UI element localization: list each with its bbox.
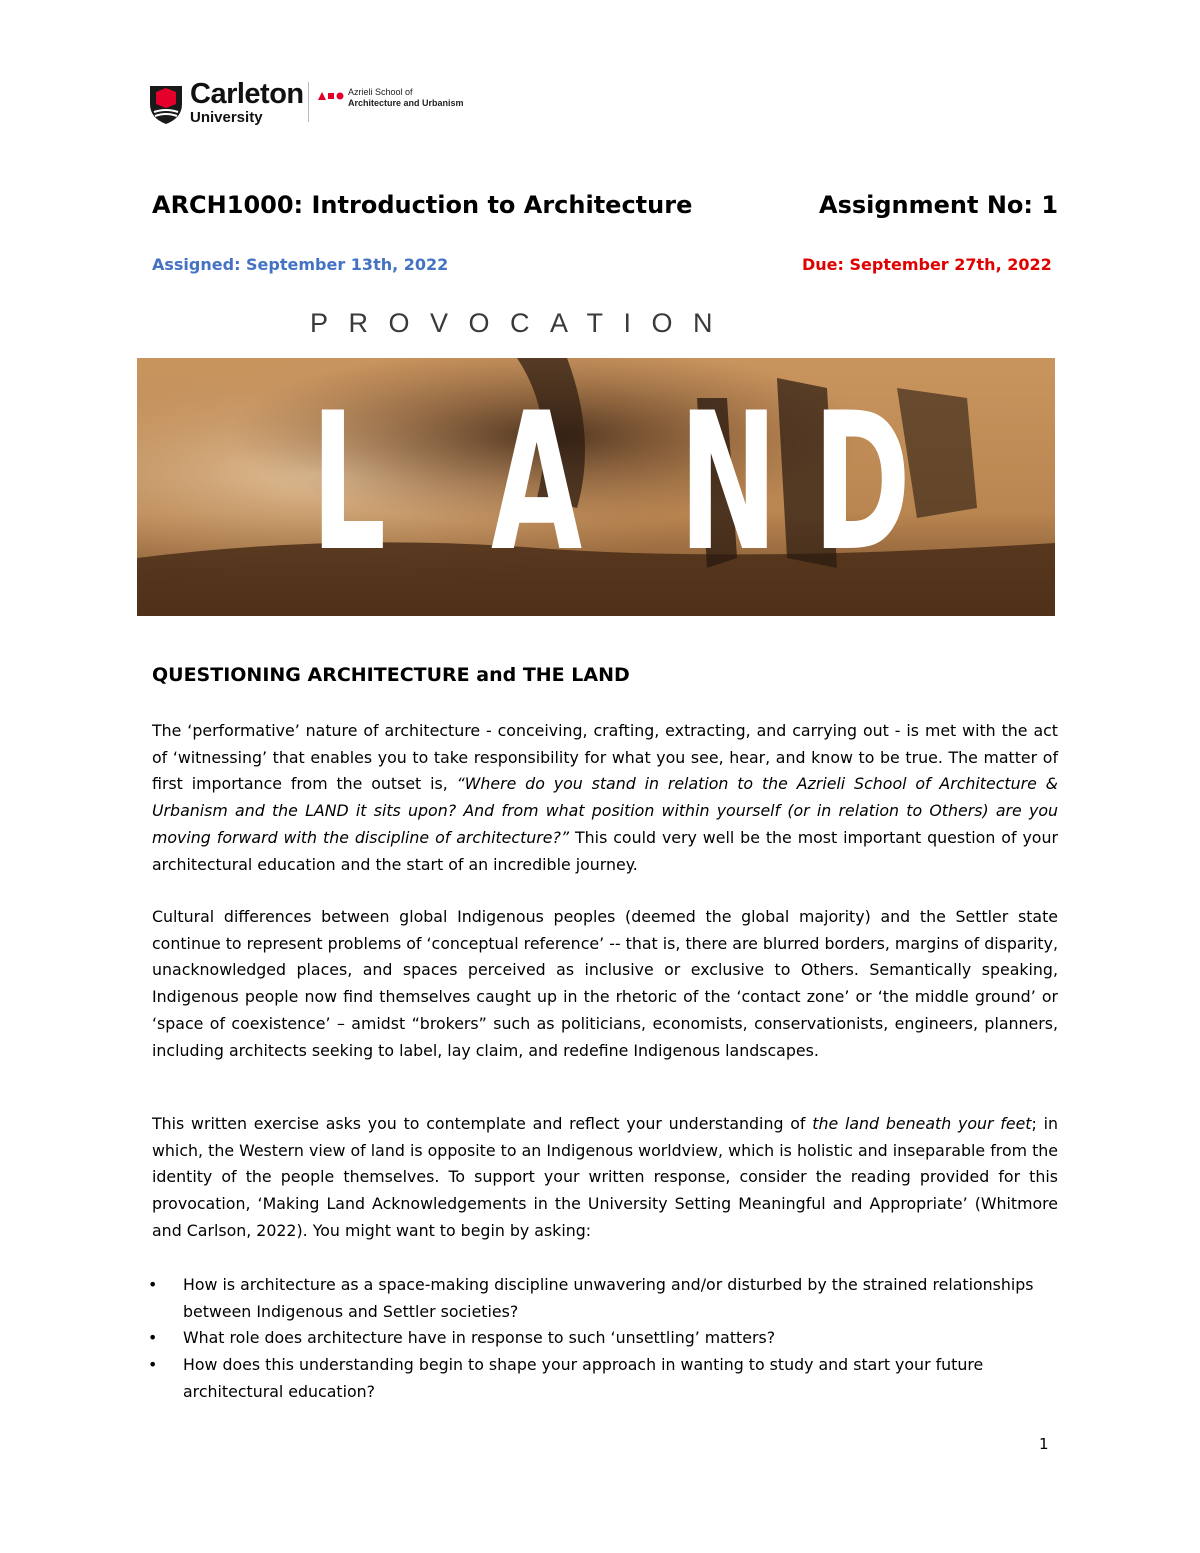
paragraph-1-text-end: This could very well be the most important question of your architectural education and the start of an incredible journey.: [152, 827, 1058, 874]
list-item: [148, 1352, 1058, 1405]
land-letter-d: D: [813, 372, 911, 593]
page-number: 1: [1039, 1435, 1049, 1453]
paragraph-1: [152, 718, 1058, 878]
logo-sub-line2: Architecture and Urbanism: [348, 98, 464, 108]
bullet-icon: •: [148, 1355, 158, 1375]
carleton-logo: [148, 78, 468, 126]
paragraph-1-quote: “Where do you stand in relation to the Azrieli School of Architecture & Urbanism and the LAND it sits upon? And from what position within yourself (or in relation to Others) are you moving forward with the discipline of architecture?”: [152, 774, 1058, 847]
land-letter-l: L: [311, 372, 387, 593]
land-banner: [137, 358, 1055, 616]
list-item-text: What role does architecture have in response to such ‘unsettling’ matters?: [183, 1328, 776, 1348]
paragraph-3-text-end: ; in which, the Western view of land is opposite to an Indigenous worldview, which is holistic and inseparable from the identity of the people themselves. To support your written response, consider the reading provided for this provocation, ‘Making Land Acknowledgements in the University Setting Meaningful and Appropriate’ (Whitmore and Carlson, 2022). You might want to begin by asking:: [152, 1114, 1058, 1240]
logo-divider: [308, 82, 309, 122]
paragraph-1-text: The ‘performative’ nature of architecture - conceiving, crafting, extracting, and carrying out - is met with the act of ‘witnessing’ that enables you to take responsibility for what you see, hear, and know to be true. The matter of first importance from the outset is,: [152, 721, 1058, 794]
shield-icon: [148, 82, 184, 126]
logo-name: Carleton: [190, 78, 304, 110]
list-item-text: How is architecture as a space-making discipline unwavering and/or disturbed by the strained relationships between Indigenous and Settler societies?: [183, 1275, 1034, 1321]
logo-sub-line1: Azrieli School of: [348, 87, 413, 97]
logo-university: University: [190, 109, 263, 126]
banner-kicker: PROVOCATION: [310, 308, 734, 338]
list-item: [148, 1272, 1058, 1325]
bullet-icon: •: [148, 1275, 158, 1294]
bullet-icon: •: [148, 1328, 158, 1348]
assigned-date: Assigned: September 13th, 2022: [152, 255, 449, 274]
paragraph-3: [152, 1111, 1058, 1245]
land-letter-a: A: [491, 372, 583, 593]
assignment-number: Assignment No: 1: [819, 191, 1059, 219]
logo-school-name: [348, 87, 464, 109]
question-list: [148, 1272, 1058, 1406]
list-item-text: How does this understanding begin to shape your approach in wanting to study and start your future architectural education?: [183, 1355, 984, 1401]
school-mark-icon: [318, 91, 344, 101]
section-heading: QUESTIONING ARCHITECTURE and THE LAND: [152, 664, 630, 686]
paragraph-2: Cultural differences between global Indigenous peoples (deemed the global majority) and the Settler state continue to represent problems of ‘conceptual reference’ -- that is, there are blurred borders, margins of disparity, unacknowledged places, and spaces perceived as inclusive or exclusive to Others. Semantically speaking, Indigenous people now find themselves caught up in the rhetoric of the ‘contact zone’ or ‘the middle ground’ or ‘space of coexistence’ – amidst “brokers” such as politicians, economists, conservationists, engineers, planners, including architects seeking to label, lay claim, and redefine Indigenous landscapes.: [152, 907, 1058, 1060]
land-letter-n: N: [679, 372, 778, 593]
course-title: ARCH1000: Introduction to Architecture: [152, 191, 693, 219]
list-item: [148, 1325, 1058, 1352]
land-title: [137, 358, 1055, 616]
paragraph-3-text: This written exercise asks you to contemplate and reflect your understanding of: [152, 1114, 813, 1133]
paragraph-3-italic: the land beneath your feet: [812, 1114, 1032, 1133]
due-date: Due: September 27th, 2022: [802, 255, 1052, 274]
